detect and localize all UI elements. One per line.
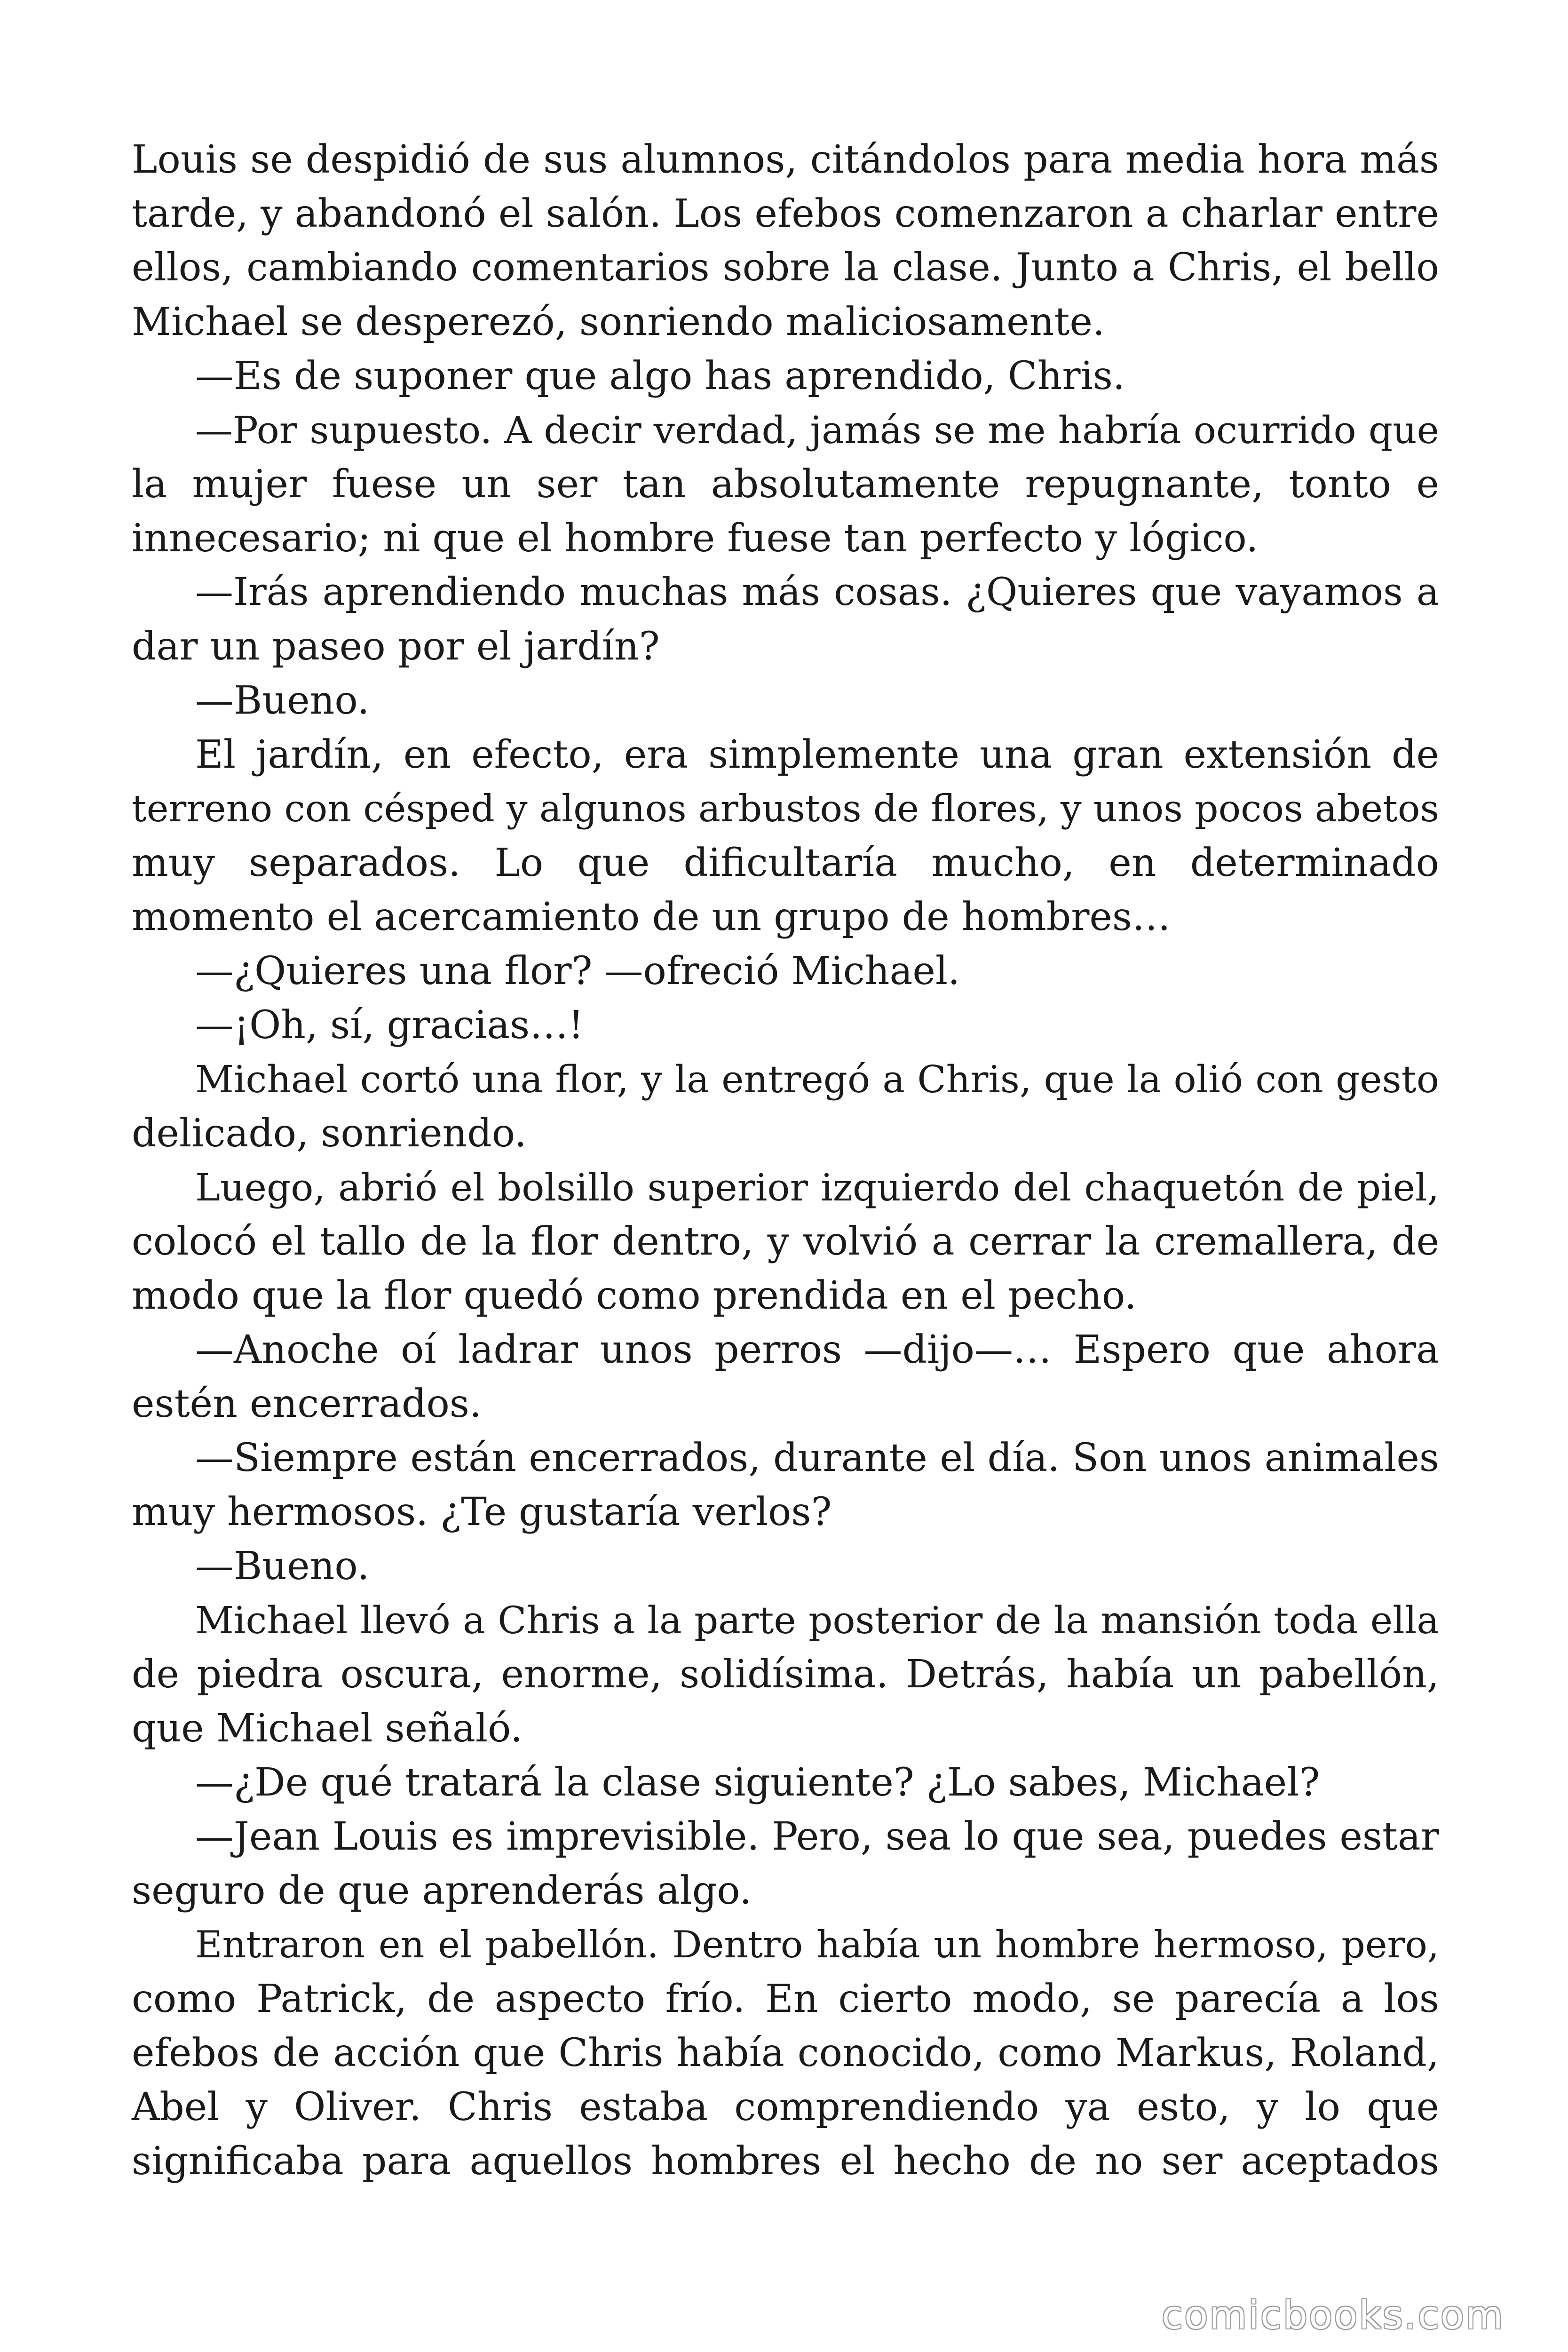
text-line: como Patrick, de aspecto frío. En cierto modo, se parecía a los	[132, 1977, 1439, 2021]
text-line: dar un paseo por el jardín?	[132, 624, 660, 669]
text-line: —Es de suponer que algo has aprendido, Chris.	[195, 354, 1125, 398]
text-line: muy separados. Lo que dificultaría mucho, en determinado	[132, 841, 1439, 885]
text-line: —Jean Louis es imprevisible. Pero, sea lo que sea, puedes estar	[195, 1814, 1439, 1859]
watermark: comicbooks.com	[1162, 2293, 1505, 2338]
text-line: delicado, sonriendo.	[132, 1111, 527, 1156]
text-line: ellos, cambiando comentarios sobre la clase. Junto a Chris, el bello	[132, 246, 1439, 290]
text-line: Abel y Oliver. Chris estaba comprendiendo ya esto, y lo que	[132, 2085, 1439, 2130]
text-line: —Anoche oí ladrar unos perros —dijo—… Espero que ahora	[195, 1327, 1439, 1372]
text-line: innecesario; ni que el hombre fuese tan perfecto y lógico.	[132, 516, 1259, 561]
text-line: modo que la flor quedó como prendida en el pecho.	[132, 1273, 1137, 1318]
text-line: Louis se despidió de sus alumnos, citándolos para media hora más	[132, 137, 1439, 182]
text-line: estén encerrados.	[132, 1382, 482, 1426]
text-line: —¿De qué tratará la clase siguiente? ¿Lo sabes, Michael?	[195, 1760, 1320, 1805]
text-line: —Siempre están encerrados, durante el día. Son unos animales	[195, 1436, 1439, 1480]
text-line: terreno con césped y algunos arbustos de flores, y unos pocos abetos	[132, 787, 1439, 830]
text-line: —Bueno.	[195, 1544, 370, 1589]
text-line: seguro de que aprenderás algo.	[132, 1868, 752, 1913]
text-line: —¡Oh, sí, gracias…!	[195, 1003, 584, 1048]
text-line: la mujer fuese un ser tan absolutamente repugnante, tonto e	[132, 462, 1439, 507]
text-line: muy hermosos. ¿Te gustaría verlos?	[132, 1490, 832, 1534]
text-line: significaba para aquellos hombres el hecho de no ser aceptados	[132, 2139, 1439, 2184]
text-line: momento el acercamiento de un grupo de hombres…	[132, 895, 1171, 939]
text-line: Michael llevó a Chris a la parte posterior de la mansión toda ella	[195, 1598, 1439, 1642]
text-line: de piedra oscura, enorme, solidísima. Detrás, había un pabellón,	[132, 1652, 1439, 1697]
text-line: —Por supuesto. A decir verdad, jamás se me habría ocurrido que	[195, 408, 1439, 452]
text-line: Entraron en el pabellón. Dentro había un hombre hermoso, pero,	[195, 1923, 1439, 1966]
text-line: El jardín, en efecto, era simplemente una gran extensión de	[195, 732, 1439, 777]
text-line: que Michael señaló.	[132, 1706, 523, 1751]
text-line: —Bueno.	[195, 678, 370, 723]
text-line: Michael se desperezó, sonriendo maliciosamente.	[132, 300, 1105, 344]
text-line: colocó el tallo de la flor dentro, y volvió a cerrar la cremallera, de	[132, 1219, 1439, 1264]
text-line: Luego, abrió el bolsillo superior izquierdo del chaquetón de piel,	[195, 1166, 1439, 1209]
text-line: —¿Quieres una flor? —ofreció Michael.	[195, 949, 960, 993]
text-line: Michael cortó una flor, y la entregó a Chris, que la olió con gesto	[195, 1057, 1439, 1101]
text-line: —Irás aprendiendo muchas más cosas. ¿Quieres que vayamos a	[195, 570, 1439, 614]
text-line: tarde, y abandonó el salón. Los efebos comenzaron a charlar entre	[132, 191, 1439, 236]
text-line: efebos de acción que Chris había conocido, como Markus, Roland,	[132, 2031, 1439, 2075]
